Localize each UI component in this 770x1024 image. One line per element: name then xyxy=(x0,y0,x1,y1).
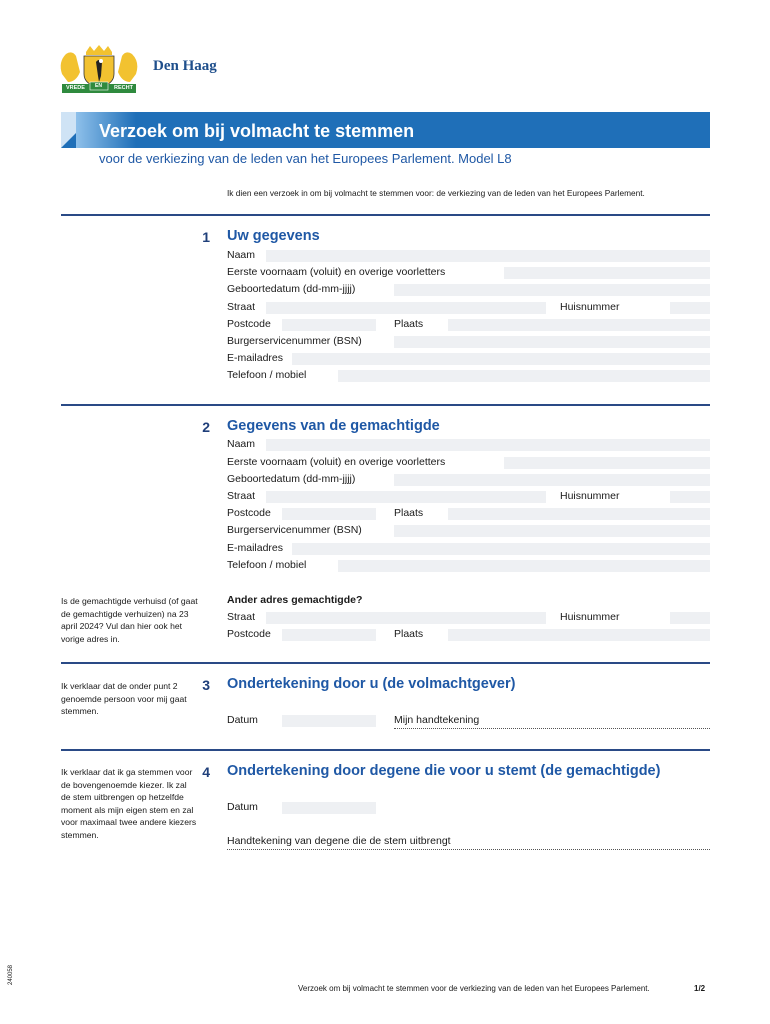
s2-voornaam-field[interactable] xyxy=(504,457,710,469)
document-code: 240058 xyxy=(8,964,14,985)
s2-email-field[interactable] xyxy=(292,543,710,555)
s3-datum-label: Datum xyxy=(227,714,258,726)
s2-geboortedatum-label: Geboortedatum (dd-mm-jjjj) xyxy=(227,473,356,485)
den-haag-logo xyxy=(58,44,238,96)
s1-bsn-field[interactable] xyxy=(394,336,710,348)
page-subtitle: voor de verkiezing van de leden van het Europees Parlement. Model L8 xyxy=(99,151,512,166)
s1-straat-field[interactable] xyxy=(266,302,546,314)
section-2-number: 2 xyxy=(202,419,210,435)
section-1-title: Uw gegevens xyxy=(227,228,320,244)
s2-email-label: E-mailadres xyxy=(227,542,284,554)
logo-city-name: Den Haag xyxy=(153,58,217,74)
section-1-number: 1 xyxy=(202,229,210,245)
page-title: Verzoek om bij volmacht te stemmen xyxy=(99,121,415,141)
s3-handtekening-label: Mijn handtekening xyxy=(394,714,480,726)
footer-text: Verzoek om bij volmacht te stemmen voor de verkiezing van de leden van het Europees Parlement. xyxy=(298,984,650,993)
s1-geboortedatum-label: Geboortedatum (dd-mm-jjjj) xyxy=(227,283,356,295)
s1-naam-label: Naam xyxy=(227,249,256,261)
section-2-title: Gegevens van de gemachtigde xyxy=(227,418,440,434)
s2-voornaam-label: Eerste voornaam (voluit) en overige voorletters xyxy=(227,456,446,468)
s2-postcode-field[interactable] xyxy=(282,508,376,520)
s2-huisnummer-field[interactable] xyxy=(670,491,710,503)
s1-huisnummer-field[interactable] xyxy=(670,302,710,314)
s2b-huisnummer-label: Huisnummer xyxy=(560,611,620,623)
logo-motto-left: VREDE xyxy=(66,85,85,91)
section-3-divider xyxy=(61,662,710,664)
s2-bsn-label: Burgerservicenummer (BSN) xyxy=(227,524,362,536)
title-banner xyxy=(61,112,710,148)
s2b-straat-field[interactable] xyxy=(266,612,546,624)
s1-straat-label: Straat xyxy=(227,301,256,313)
section-1-divider xyxy=(61,214,710,216)
section-2-divider xyxy=(61,404,710,406)
s1-bsn-label: Burgerservicenummer (BSN) xyxy=(227,335,362,347)
s1-geboortedatum-field[interactable] xyxy=(394,284,710,296)
s1-postcode-label: Postcode xyxy=(227,318,271,330)
s2b-huisnummer-field[interactable] xyxy=(670,612,710,624)
ander-adres-note: Is de gemachtigde verhuisd (of gaat de gemachtigde verhuizen) na 23 april 2024? Vul dan hier ook het vorige adres in. xyxy=(61,596,198,644)
s1-email-label: E-mailadres xyxy=(227,352,284,364)
s2b-plaats-label: Plaats xyxy=(394,628,424,640)
s1-plaats-label: Plaats xyxy=(394,318,424,330)
s2b-postcode-field[interactable] xyxy=(282,629,376,641)
s1-postcode-field[interactable] xyxy=(282,319,376,331)
s4-handtekening-label: Handtekening van degene die de stem uitbrengt xyxy=(227,835,451,847)
s2-huisnummer-label: Huisnummer xyxy=(560,490,620,502)
s2-naam-label: Naam xyxy=(227,438,256,450)
s2-telefoon-field[interactable] xyxy=(338,560,710,572)
s2-plaats-field[interactable] xyxy=(448,508,710,520)
section-3-number: 3 xyxy=(202,677,210,693)
ander-adres-heading: Ander adres gemachtigde? xyxy=(227,594,363,606)
s2-plaats-label: Plaats xyxy=(394,507,424,519)
section-3-note: Ik verklaar dat de onder punt 2 genoemde persoon voor mij gaat stemmen. xyxy=(61,681,187,716)
s2-straat-label: Straat xyxy=(227,490,256,502)
s2b-straat-label: Straat xyxy=(227,611,256,623)
section-4-number: 4 xyxy=(202,764,210,780)
logo-motto-right: RECHT xyxy=(114,85,133,91)
s1-naam-field[interactable] xyxy=(266,250,710,262)
section-4-title: Ondertekening door degene die voor u stemt (de gemachtigde) xyxy=(227,763,661,779)
s1-huisnummer-label: Huisnummer xyxy=(560,301,620,313)
section-3-title: Ondertekening door u (de volmachtgever) xyxy=(227,676,516,692)
s4-datum-label: Datum xyxy=(227,801,258,813)
logo-motto-mid: EN xyxy=(95,82,102,89)
s1-voornaam-field[interactable] xyxy=(504,267,710,279)
s2-geboortedatum-field[interactable] xyxy=(394,474,710,486)
s2-naam-field[interactable] xyxy=(266,439,710,451)
page-number: 1/2 xyxy=(694,984,706,993)
intro-text: Ik dien een verzoek in om bij volmacht te stemmen voor: de verkiezing van de leden van het Europees Parlement. xyxy=(227,188,645,198)
s2-postcode-label: Postcode xyxy=(227,507,271,519)
s1-voornaam-label: Eerste voornaam (voluit) en overige voorletters xyxy=(227,266,446,278)
section-4-note: Ik verklaar dat ik ga stemmen voor de bovengenoemde kiezer. Ik zal de stem uitbrengen op hetzelfde moment als mijn eigen stem en zal voor maximaal twee andere kiezers stemmen. xyxy=(61,767,197,840)
s2-telefoon-label: Telefoon / mobiel xyxy=(227,559,307,571)
s1-telefoon-field[interactable] xyxy=(338,370,710,382)
s1-telefoon-label: Telefoon / mobiel xyxy=(227,369,307,381)
s3-signature-line[interactable] xyxy=(394,728,710,729)
s2b-plaats-field[interactable] xyxy=(448,629,710,641)
s2b-postcode-label: Postcode xyxy=(227,628,271,640)
s3-datum-field[interactable] xyxy=(282,715,376,727)
s4-signature-line[interactable] xyxy=(227,849,710,850)
s4-datum-field[interactable] xyxy=(282,802,376,814)
section-4-divider xyxy=(61,749,710,751)
s1-email-field[interactable] xyxy=(292,353,710,365)
s2-bsn-field[interactable] xyxy=(394,525,710,537)
s2-straat-field[interactable] xyxy=(266,491,546,503)
s1-plaats-field[interactable] xyxy=(448,319,710,331)
